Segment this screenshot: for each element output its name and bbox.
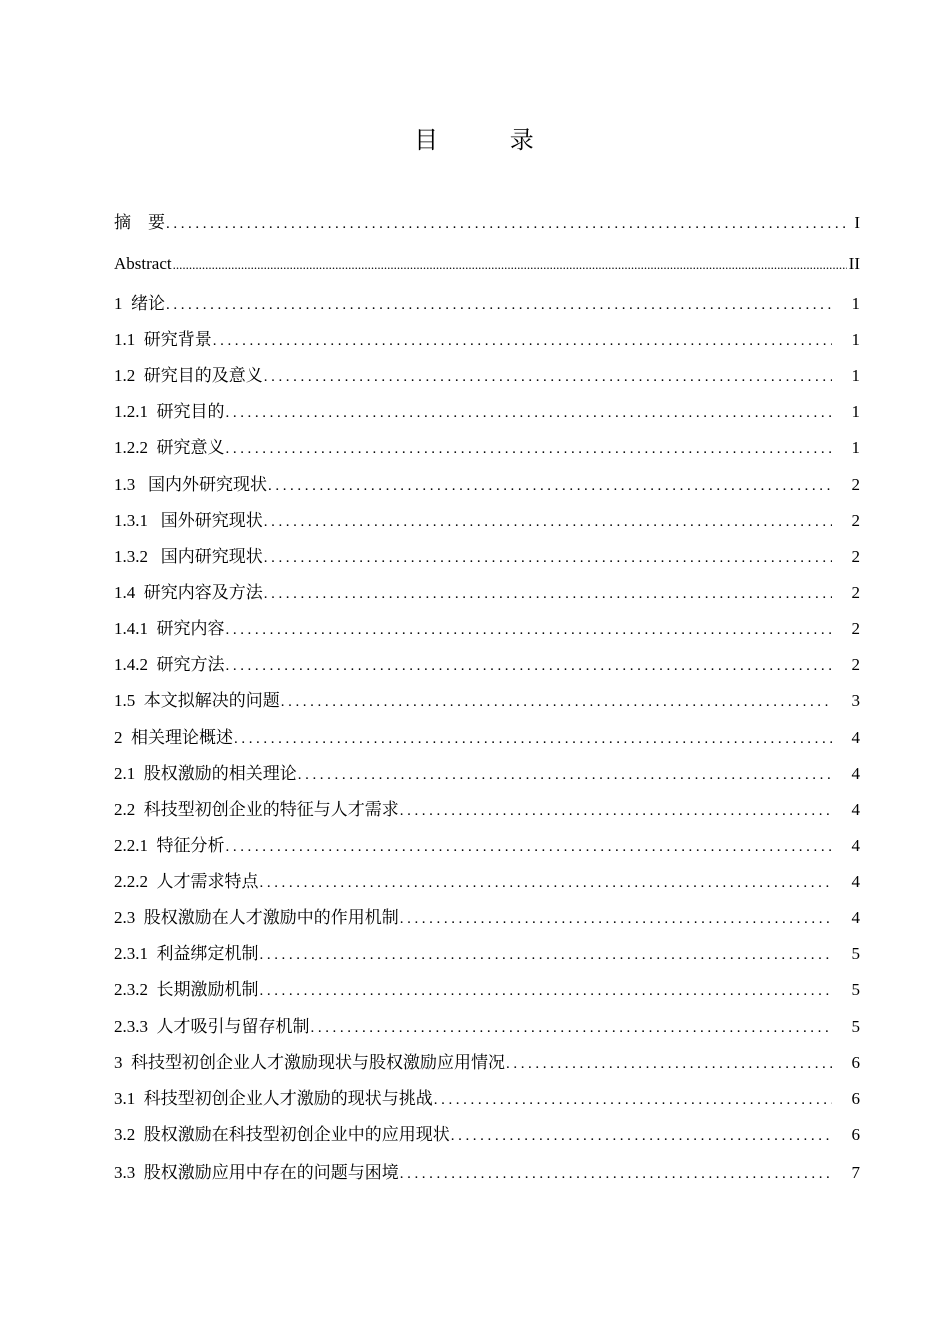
- toc-entry-page: 7: [851, 1163, 860, 1182]
- toc-entry-label: 2.3.1 利益绑定机制: [114, 944, 259, 963]
- toc-entry[interactable]: [114, 975, 860, 1000]
- toc-entry-page: 5: [851, 1017, 860, 1036]
- toc-entry[interactable]: [114, 686, 860, 711]
- toc-entry[interactable]: [114, 470, 860, 495]
- toc-entry-label: 2.3 股权激励在人才激励中的作用机制: [114, 908, 399, 927]
- toc-entry-page: 4: [851, 800, 860, 819]
- toc-leader: [264, 369, 832, 386]
- toc-leader: [264, 586, 832, 603]
- toc-entry-label: 3.3 股权激励应用中存在的问题与困境: [114, 1163, 399, 1182]
- toc-leader: [298, 767, 832, 784]
- toc-entry-page: 2: [851, 619, 860, 638]
- toc-entry-page: 2: [851, 511, 860, 530]
- toc-entry-label: 2.2 科技型初创企业的特征与人才需求: [114, 800, 399, 819]
- toc-entry-label: 3.1 科技型初创企业人才激励的现状与挑战: [114, 1089, 433, 1108]
- toc-leader: [226, 622, 833, 639]
- toc-leader: [451, 1128, 832, 1145]
- toc-entry-label: 3.2 股权激励在科技型初创企业中的应用现状: [114, 1125, 450, 1144]
- toc-entry-page: 4: [851, 872, 860, 891]
- toc-entry[interactable]: [114, 1048, 860, 1073]
- toc-entry-page: 4: [851, 908, 860, 927]
- toc-entry-page: 1: [851, 330, 860, 349]
- toc-leader: [311, 1020, 833, 1037]
- toc-entry-page: 5: [851, 944, 860, 963]
- toc-entry[interactable]: [114, 614, 860, 639]
- toc-leader: [226, 405, 833, 422]
- toc-leader: [264, 550, 832, 567]
- toc-entry-page: 3: [851, 691, 860, 710]
- toc-entry[interactable]: [114, 289, 860, 314]
- toc-leader: [281, 694, 832, 711]
- toc-entry-label: 2.3.2 长期激励机制: [114, 980, 259, 999]
- toc-leader: [213, 333, 832, 350]
- toc-entry-label: 1.5 本文拟解决的问题: [114, 691, 280, 710]
- toc-leader: [226, 658, 833, 675]
- toc-entry[interactable]: [114, 325, 860, 350]
- toc-leader: [400, 911, 832, 928]
- toc-entry-page: 5: [851, 980, 860, 999]
- toc-entry-page: 1: [851, 402, 860, 421]
- toc-leader: [166, 216, 848, 233]
- toc-entry-page: 2: [851, 655, 860, 674]
- toc-leader: [506, 1056, 832, 1073]
- toc-entry-label: 2.2.1 特征分析: [114, 836, 225, 855]
- toc-entry[interactable]: [114, 578, 860, 603]
- toc-entry-label: 1 绪论: [114, 294, 165, 313]
- toc-entry-page: 2: [851, 583, 860, 602]
- toc-entry-label: 1.2 研究目的及意义: [114, 366, 263, 385]
- toc-entry-label: 1.4.2 研究方法: [114, 655, 225, 674]
- toc-entry[interactable]: [114, 208, 860, 233]
- toc-entry[interactable]: [114, 795, 860, 820]
- toc-entry-label: 1.4.1 研究内容: [114, 619, 225, 638]
- toc-entry-label: 2 相关理论概述: [114, 728, 233, 747]
- toc-entry[interactable]: [114, 831, 860, 856]
- toc-leader: [400, 803, 832, 820]
- toc-entry-label: 1.3.1 国外研究现状: [114, 511, 263, 530]
- toc-leader: [226, 839, 833, 856]
- page-title: 目 录: [414, 126, 566, 154]
- toc-leader: [166, 297, 832, 314]
- toc-entry-label: 1.3.2 国内研究现状: [114, 547, 263, 566]
- toc-entry-label: 2.3.3 人才吸引与留存机制: [114, 1017, 310, 1036]
- toc-entry[interactable]: [114, 1158, 860, 1183]
- toc-entry[interactable]: [114, 1120, 860, 1145]
- toc-entry-label: 1.3 国内外研究现状: [114, 475, 267, 494]
- toc-leader: [260, 983, 833, 1000]
- toc-entry-page: 6: [851, 1053, 860, 1072]
- toc-entry-page: 2: [851, 475, 860, 494]
- toc-entry[interactable]: [114, 397, 860, 422]
- toc-entry-page: 1: [851, 438, 860, 457]
- toc-entry[interactable]: [114, 650, 860, 675]
- toc-entry-label: 2.2.2 人才需求特点: [114, 872, 259, 891]
- toc-entry[interactable]: [114, 361, 860, 386]
- toc-entry[interactable]: [114, 1012, 860, 1037]
- toc-entry-label: 摘 要: [114, 213, 165, 232]
- toc-entry[interactable]: [114, 759, 860, 784]
- toc-entry[interactable]: [114, 1084, 860, 1109]
- toc-entry-page: 4: [851, 728, 860, 747]
- toc-leader: [234, 731, 832, 748]
- toc-entry-page: 4: [851, 764, 860, 783]
- toc-entry[interactable]: [114, 723, 860, 748]
- toc-entry-label: 1.1 研究背景: [114, 330, 212, 349]
- toc-entry[interactable]: [114, 903, 860, 928]
- toc-entry[interactable]: [114, 542, 860, 567]
- toc-entry[interactable]: [114, 254, 860, 274]
- toc-entry-label: 1.4 研究内容及方法: [114, 583, 263, 602]
- toc-entry-label: 2.1 股权激励的相关理论: [114, 764, 297, 783]
- toc-entry[interactable]: [114, 506, 860, 531]
- toc-entry[interactable]: [114, 939, 860, 964]
- toc-leader: [226, 441, 833, 458]
- toc-entry-label: 3 科技型初创企业人才激励现状与股权激励应用情况: [114, 1053, 505, 1072]
- toc-entry-page: I: [854, 213, 860, 232]
- toc-leader: [268, 478, 832, 495]
- toc-leader: [264, 514, 832, 531]
- toc-leader: [434, 1092, 832, 1109]
- toc-entry-label: 1.2.2 研究意义: [114, 438, 225, 457]
- toc-leader: [260, 875, 833, 892]
- toc-entry[interactable]: [114, 433, 860, 458]
- toc-leader: [400, 1166, 832, 1183]
- toc-entry-page: II: [848, 254, 860, 273]
- toc-entry-label: Abstract: [114, 254, 172, 273]
- toc-entry-page: 6: [851, 1089, 860, 1108]
- toc-leader: [173, 257, 847, 273]
- toc-entry-page: 2: [851, 547, 860, 566]
- toc-entry-page: 4: [851, 836, 860, 855]
- toc-entry[interactable]: [114, 867, 860, 892]
- toc-entry-page: 1: [851, 294, 860, 313]
- toc-entry-page: 6: [851, 1125, 860, 1144]
- toc-leader: [260, 947, 833, 964]
- toc-entry-label: 1.2.1 研究目的: [114, 402, 225, 421]
- toc-entry-page: 1: [851, 366, 860, 385]
